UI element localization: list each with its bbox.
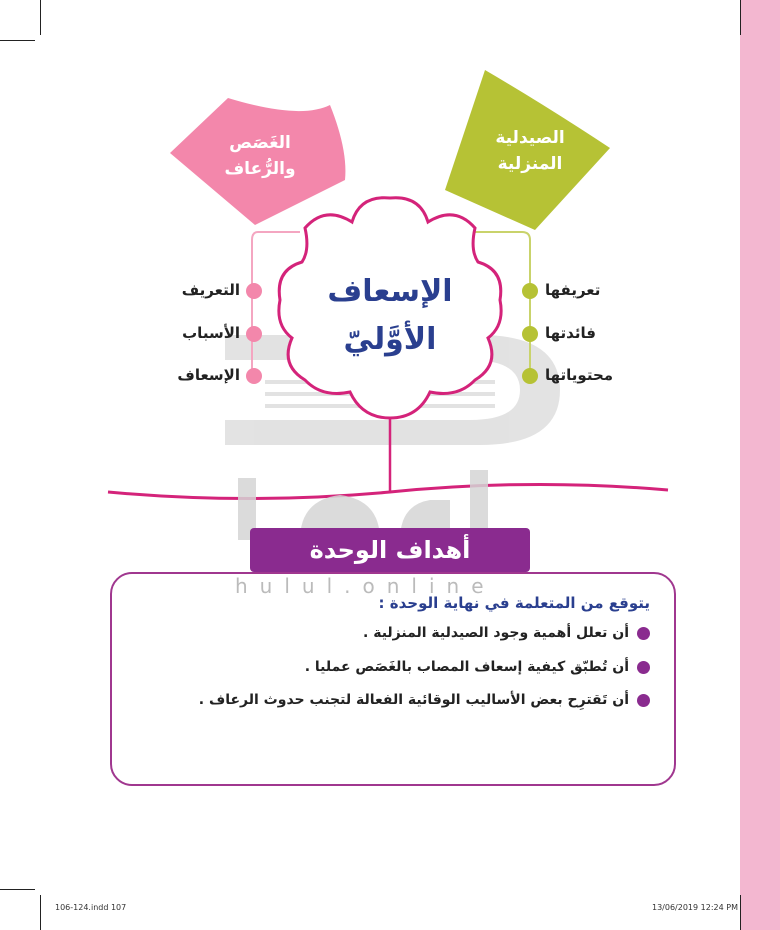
right-dot [522,368,538,384]
right-item: تعريفها [545,281,601,299]
bullet-icon [637,627,650,640]
left-item: التعريف [181,281,240,299]
right-petal-line2: المنزلية [497,154,563,174]
center-title-line2: الأوَّليّ [343,322,437,357]
bullet-icon [637,694,650,707]
wave-line [108,484,668,498]
left-dot [246,283,262,299]
right-dot [522,283,538,299]
footer-file: 106-124.indd 107 [55,903,127,912]
footer-date: 13/06/2019 12:24 PM [652,903,738,912]
goal-item [363,625,650,641]
watermark-text: hulul.online [235,574,496,598]
left-item: الأسباب [182,324,240,342]
left-petal-title [195,130,325,182]
left-item: الإسعاف [177,366,240,384]
right-petal-title [470,125,590,177]
center-title [295,268,485,364]
goal-item [305,659,650,675]
goals-header: أهداف الوحدة [250,528,530,572]
goals-intro: يتوقع من المتعلمة في نهاية الوحدة : [378,594,650,612]
right-dot [522,326,538,342]
bullet-icon [637,661,650,674]
left-petal-line1: الغَصَص [229,133,291,153]
right-petal-line1: الصيدلية [495,128,565,148]
goal-text: أن تُطبّق كيفية إسعاف المصاب بالغَصَص عمليا . [304,659,629,675]
left-dot [246,326,262,342]
right-item: محتوياتها [545,366,614,384]
center-title-line1: الإسعاف [327,274,453,309]
right-item: فائدتها [545,324,596,342]
goal-text: أن تعلل أهمية وجود الصيدلية المنزلية . [363,625,629,641]
goal-item [199,692,650,708]
goal-text: أن تَقترِح بعض الأساليب الوقائية الفعالة لتجنب حدوث الرعاف . [198,692,629,708]
left-petal-line2: والرُّعاف [224,159,296,179]
left-dot [246,368,262,384]
